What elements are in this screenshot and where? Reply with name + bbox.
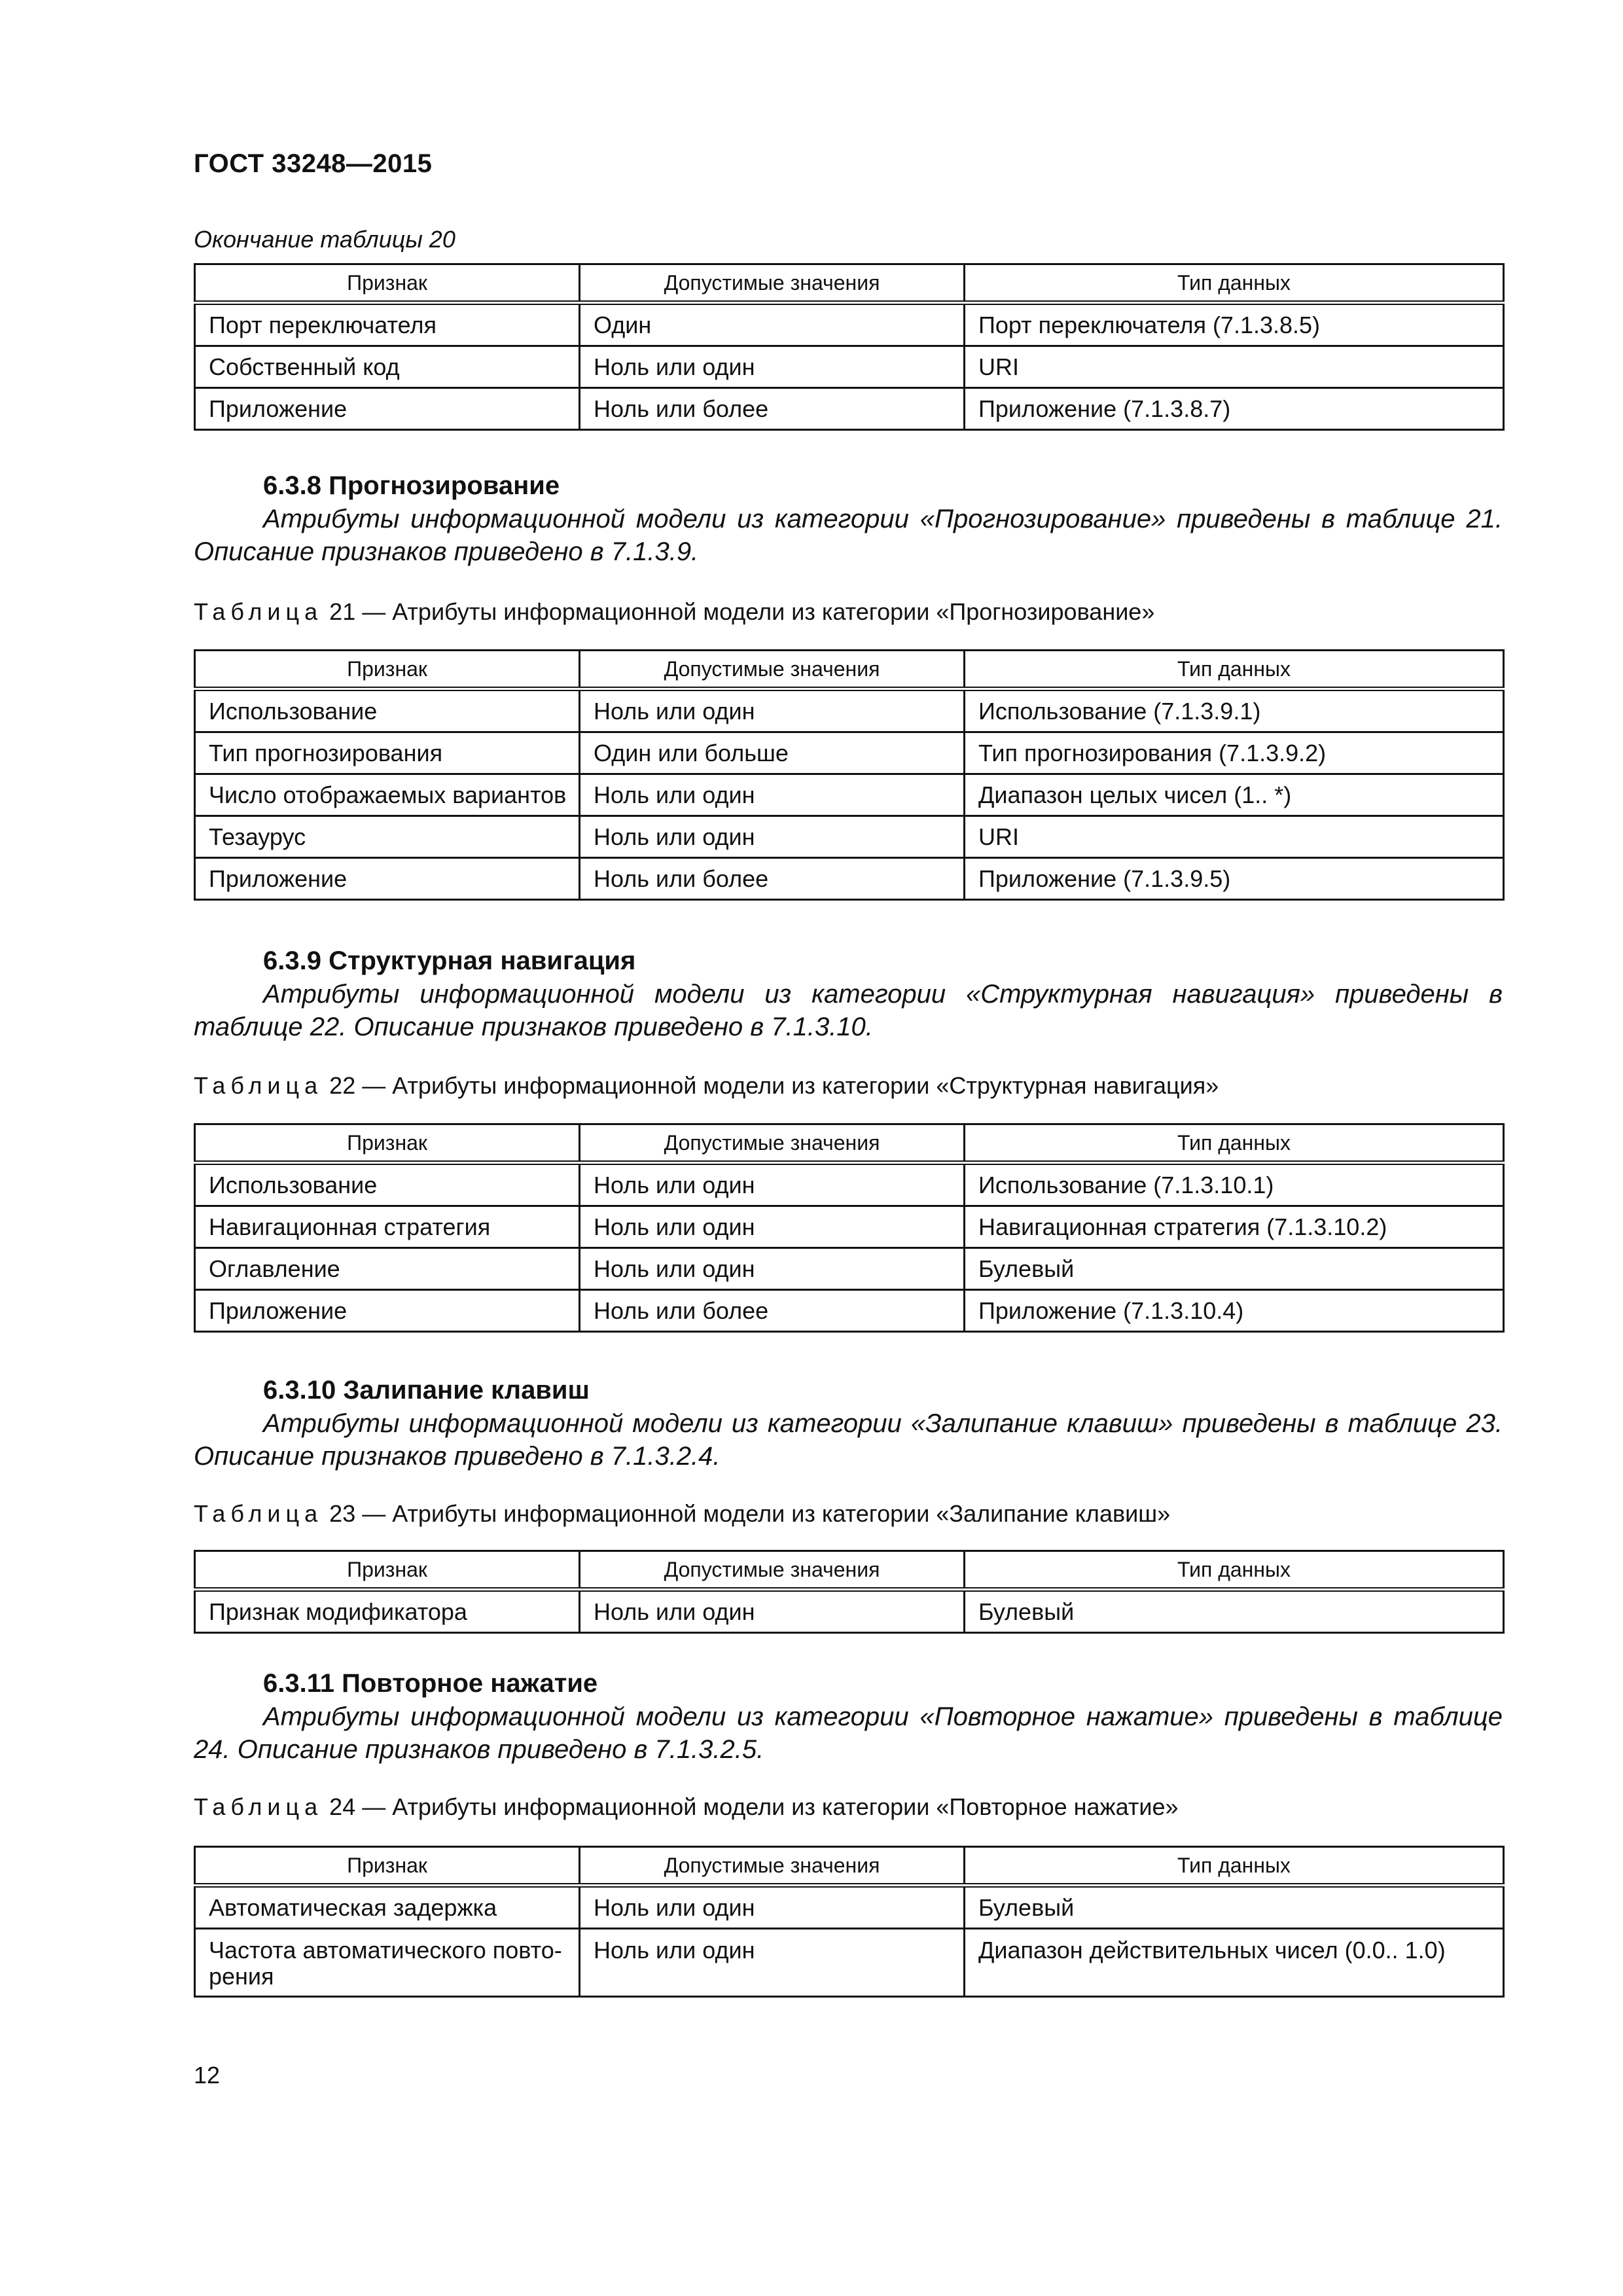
- table-cell: Приложение: [195, 1290, 580, 1332]
- section-heading-6-3-8: 6.3.8 Прогнозирование: [263, 471, 560, 500]
- table-cell: Ноль или один: [580, 1206, 965, 1248]
- table20-caption: Окончание таблицы 20: [194, 226, 455, 253]
- table-cell: Ноль или один: [580, 1590, 965, 1633]
- column-header: Допустимые значения: [580, 651, 965, 689]
- table-cell: Ноль или один: [580, 689, 965, 732]
- table-caption-text: 23 — Атрибуты информационной модели из категории «Залипание клавиш»: [329, 1500, 1171, 1527]
- table-cell: Булевый: [965, 1886, 1504, 1929]
- table-row: [195, 1886, 1504, 1929]
- table-caption-label: Таблица: [194, 598, 323, 625]
- column-header: Тип данных: [965, 1124, 1504, 1163]
- table-cell: Приложение: [195, 858, 580, 900]
- table20: [194, 263, 1505, 431]
- table-cell: Навигационная стратегия: [195, 1206, 580, 1248]
- table-cell: Ноль или один: [580, 346, 965, 388]
- table-row: [195, 732, 1504, 774]
- table-cell: Использование (7.1.3.10.1): [965, 1163, 1504, 1206]
- table-caption-label: Таблица: [194, 1793, 323, 1820]
- table-row: [195, 303, 1504, 346]
- column-header: Признак: [195, 264, 580, 303]
- table21-caption: [194, 598, 1154, 626]
- standard-header: ГОСТ 33248—2015: [194, 149, 433, 178]
- table-row: [195, 689, 1504, 732]
- table-cell: Приложение (7.1.3.9.5): [965, 858, 1504, 900]
- column-header: Допустимые значения: [580, 1551, 965, 1590]
- table-cell: Оглавление: [195, 1248, 580, 1290]
- table-cell: Булевый: [965, 1590, 1504, 1633]
- table-row: [195, 1248, 1504, 1290]
- table-cell: Использование: [195, 689, 580, 732]
- table-row: [195, 858, 1504, 900]
- table22-caption: [194, 1072, 1219, 1100]
- column-header: Тип данных: [965, 1551, 1504, 1590]
- column-header: Тип данных: [965, 264, 1504, 303]
- column-header: Признак: [195, 1124, 580, 1163]
- table21: [194, 649, 1505, 901]
- table-cell: Ноль или более: [580, 858, 965, 900]
- table-cell: Тип прогнозирования (7.1.3.9.2): [965, 732, 1504, 774]
- column-header: Допустимые значения: [580, 1124, 965, 1163]
- table-header-row: [195, 1124, 1504, 1163]
- table-cell: Собственный код: [195, 346, 580, 388]
- table22: [194, 1123, 1505, 1333]
- column-header: Признак: [195, 651, 580, 689]
- table-cell: Ноль или один: [580, 1163, 965, 1206]
- table-row: [195, 1929, 1504, 1997]
- section-heading-6-3-10: 6.3.10 Залипание клавиш: [263, 1376, 590, 1405]
- table-row: [195, 816, 1504, 858]
- table-row: [195, 774, 1504, 816]
- table-header-row: [195, 1847, 1504, 1886]
- table-row: [195, 388, 1504, 430]
- table24: [194, 1846, 1505, 1998]
- table-caption-label: Таблица: [194, 1500, 323, 1527]
- table-cell: Ноль или более: [580, 388, 965, 430]
- table-caption-text: 24 — Атрибуты информационной модели из категории «Повторное нажатие»: [329, 1793, 1179, 1820]
- table-cell: Диапазон действительных чисел (0.0.. 1.0): [965, 1929, 1504, 1997]
- table-row: [195, 1290, 1504, 1332]
- table-header-row: [195, 264, 1504, 303]
- table-cell: Приложение (7.1.3.8.7): [965, 388, 1504, 430]
- table-cell: Порт переключателя (7.1.3.8.5): [965, 303, 1504, 346]
- section-paragraph-6-3-11: Атрибуты информационной модели из категории «Повторное нажатие» приведены в таблице 24. Описание признаков приведено в 7.1.3.2.5.: [194, 1702, 1503, 1764]
- table-row: [195, 1163, 1504, 1206]
- table23-caption: [194, 1500, 1170, 1528]
- table-cell: Приложение (7.1.3.10.4): [965, 1290, 1504, 1332]
- table-caption-text: 22 — Атрибуты информационной модели из категории «Структурная навигация»: [329, 1072, 1219, 1099]
- table-caption-label: Таблица: [194, 1072, 323, 1099]
- table-cell: Ноль или более: [580, 1290, 965, 1332]
- table-cell: Автоматическая задержка: [195, 1886, 580, 1929]
- table-cell: Тип прогнозирования: [195, 732, 580, 774]
- table-cell: Ноль или один: [580, 816, 965, 858]
- table-cell: Ноль или один: [580, 774, 965, 816]
- page-number: 12: [194, 2062, 221, 2089]
- table-header-row: [195, 651, 1504, 689]
- column-header: Тип данных: [965, 651, 1504, 689]
- table-row: [195, 1206, 1504, 1248]
- column-header: Допустимые значения: [580, 264, 965, 303]
- table-caption-text: 21 — Атрибуты информационной модели из категории «Прогнозирование»: [329, 598, 1155, 625]
- section-heading-6-3-9: 6.3.9 Структурная навигация: [263, 946, 636, 975]
- table-cell: Ноль или один: [580, 1248, 965, 1290]
- table-cell: Навигационная стратегия (7.1.3.10.2): [965, 1206, 1504, 1248]
- column-header: Признак: [195, 1847, 580, 1886]
- table-cell: Ноль или один: [580, 1929, 965, 1997]
- table23: [194, 1550, 1505, 1634]
- table-cell: Ноль или один: [580, 1886, 965, 1929]
- column-header: Признак: [195, 1551, 580, 1590]
- table-cell: Использование: [195, 1163, 580, 1206]
- column-header: Тип данных: [965, 1847, 1504, 1886]
- table-cell: URI: [965, 816, 1504, 858]
- table24-caption: [194, 1793, 1179, 1821]
- table-header-row: [195, 1551, 1504, 1590]
- table-cell: Частота автоматического повто- рения: [195, 1929, 580, 1997]
- table-cell: Тезаурус: [195, 816, 580, 858]
- table-row: [195, 1590, 1504, 1633]
- section-paragraph-6-3-9: Атрибуты информационной модели из категории «Структурная навигация» приведены в таблице 22. Описание признаков приведено в 7.1.3.10.: [194, 980, 1503, 1041]
- table-cell: Порт переключателя: [195, 303, 580, 346]
- table-row: [195, 346, 1504, 388]
- column-header: Допустимые значения: [580, 1847, 965, 1886]
- table-cell: Один: [580, 303, 965, 346]
- table-cell: Число отображаемых вариантов: [195, 774, 580, 816]
- table-cell: Булевый: [965, 1248, 1504, 1290]
- section-heading-6-3-11: 6.3.11 Повторное нажатие: [263, 1669, 598, 1698]
- table-cell: Признак модификатора: [195, 1590, 580, 1633]
- table-cell: Один или больше: [580, 732, 965, 774]
- table-cell: URI: [965, 346, 1504, 388]
- table-cell: Диапазон целых чисел (1.. *): [965, 774, 1504, 816]
- section-paragraph-6-3-10: Атрибуты информационной модели из категории «Залипание клавиш» приведены в таблице 23. Описание признаков приведено в 7.1.3.2.4.: [194, 1409, 1503, 1471]
- section-paragraph-6-3-8: Атрибуты информационной модели из категории «Прогнозирование» приведены в таблице 21. Описание признаков приведено в 7.1.3.9.: [194, 505, 1503, 566]
- table-cell: Приложение: [195, 388, 580, 430]
- table-cell: Использование (7.1.3.9.1): [965, 689, 1504, 732]
